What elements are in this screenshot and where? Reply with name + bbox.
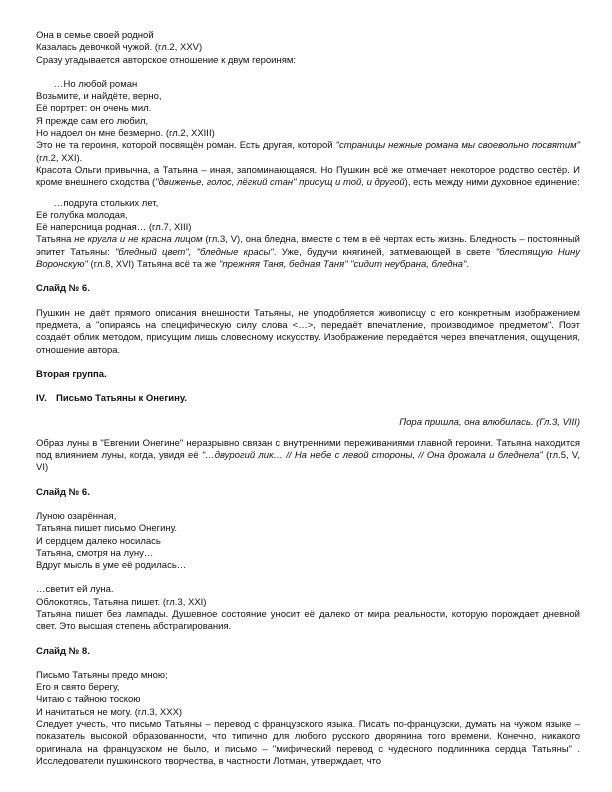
poem-line: И сердцем далеко носилась xyxy=(36,535,161,547)
poem-line: Вдруг мысль в уме её родилась… xyxy=(36,560,187,572)
poem-line: Его я свято берегу, xyxy=(36,682,120,694)
poem-line: Её портрет: он очень мил. xyxy=(36,103,152,115)
poem-quote-1 xyxy=(36,79,580,140)
paragraph: Это не та героиня, которой посвящён роман. Есть другая, которой "страницы нежные романа мы своевольно посвятим" (гл.2, XXI). xyxy=(36,140,580,164)
paragraph: Образ луны в "Евгении Онегине" неразрывно связан с внутренними переживаниями главной героини. Татьяна находится под влиянием луны, когда, увидя её "…двурогий лик… // На небе с левой стороны, // Она дрожала и бледнела" (гл.5, V, VI) xyxy=(36,437,580,474)
poem-line: Её голубка молодая, xyxy=(36,209,128,221)
epigraph: Пора пришла, она влюбилась. (Гл.3, VIII) xyxy=(399,417,580,429)
section-heading: IV. Письмо Татьяны к Онегину. xyxy=(36,393,187,405)
intro-line: Сразу угадывается авторское отношение к двум героиням: xyxy=(36,54,297,66)
poem-line: Читаю с тайною тоскою xyxy=(36,694,141,706)
slide-heading: Слайд № 6. xyxy=(36,486,90,498)
poem-line: Татьяна пишет письмо Онегину. xyxy=(36,523,178,535)
poem-quote-3 xyxy=(36,511,580,572)
poem-line: …Но любой роман xyxy=(54,78,138,90)
poem-line: Но надоел он мне безмерно. (гл.2, XXIII) xyxy=(36,128,215,140)
poem-quote-2 xyxy=(36,198,580,235)
document-page xyxy=(36,30,580,768)
paragraph: Татьяна не кругла и не красна лицом (гл.3, V), она бледна, вместе с тем в её чертах есть жизнь. Бледность – постоянный эпитет Татьяны: "бледный цвет", "бледные красы". Уже, будучи княгиней, затмевающей в свете "блестящую Нину Воронскую" (гл.8, XVI) Татьяна всё та же "прежняя Таня, бедная Таня" "сидит неубрана, бледна". xyxy=(36,234,580,271)
poem-line: И начитаться не могу. (гл.3, XXX) xyxy=(36,706,183,718)
slide-heading: Слайд № 6. xyxy=(36,283,90,295)
poem-line: Облокотясь, Татьяна пишет. (гл.3, XXI) xyxy=(36,596,207,608)
paragraph: Пушкин не даёт прямого описания внешности Татьяны, не уподобляется живописцу с его конкретным изображением предмета, а "опираясь на специфическую силу слова <…>, передаёт впечатление, производимое предметом". Поэт создаёт облик методом, присущим лишь словесному искусству. Изображение передаётся через впечатления, ощущения, отношение автора. xyxy=(36,307,580,356)
poem-quote-4 xyxy=(36,584,580,609)
poem-quote-5 xyxy=(36,670,580,719)
poem-line: Возьмите, и найдёте, верно, xyxy=(36,91,162,103)
paragraph: Следует учесть, что письмо Татьяны – перевод с французского языка. Писать по-французски, думать на чужом языке – показатель высокой образованности, что типично для любого русского дворянина того времени. Конечно, никакого оригинала на французском не было, и письмо – "мифический перевод с чудесного подлинника сердца Татьяны" . Исследователи пушкинского творчества, в частности Лотман, утверждает, что xyxy=(36,719,580,767)
poem-line: …светит ей луна. xyxy=(36,584,114,596)
group-heading: Вторая группа. xyxy=(36,368,107,380)
intro-line: Она в семье своей родной xyxy=(36,30,154,41)
poem-line: Письмо Татьяны предо мною; xyxy=(36,669,168,681)
intro-line: Казалась девочкой чужой. (гл.2, XXV) xyxy=(36,42,203,54)
poem-line: Луною озарённая, xyxy=(36,510,117,522)
poem-line: Я прежде сам его любил, xyxy=(36,115,149,127)
poem-line: Её наперсница родная… (гл.7, XIII) xyxy=(36,222,192,234)
paragraph: Татьяна пишет без лампады. Душевное состояние уносит её далеко от мира реальности, которую порождает дневной свет. Это высшая степень абстрагирования. xyxy=(36,608,580,633)
poem-line: …подруга стольких лет, xyxy=(54,197,159,209)
poem-line: Татьяна, смотря на луну… xyxy=(36,547,154,559)
slide-heading: Слайд № 8. xyxy=(36,645,90,657)
paragraph: Красота Ольги привычна, а Татьяна – иная, запоминающаяся. Но Пушкин всё же отмечает некоторое родство сестёр. И кроме внешнего сходства ("движенье, голос, лёгкий стан" присущ и той, и другой), есть между ними духовное единение: xyxy=(36,164,580,189)
